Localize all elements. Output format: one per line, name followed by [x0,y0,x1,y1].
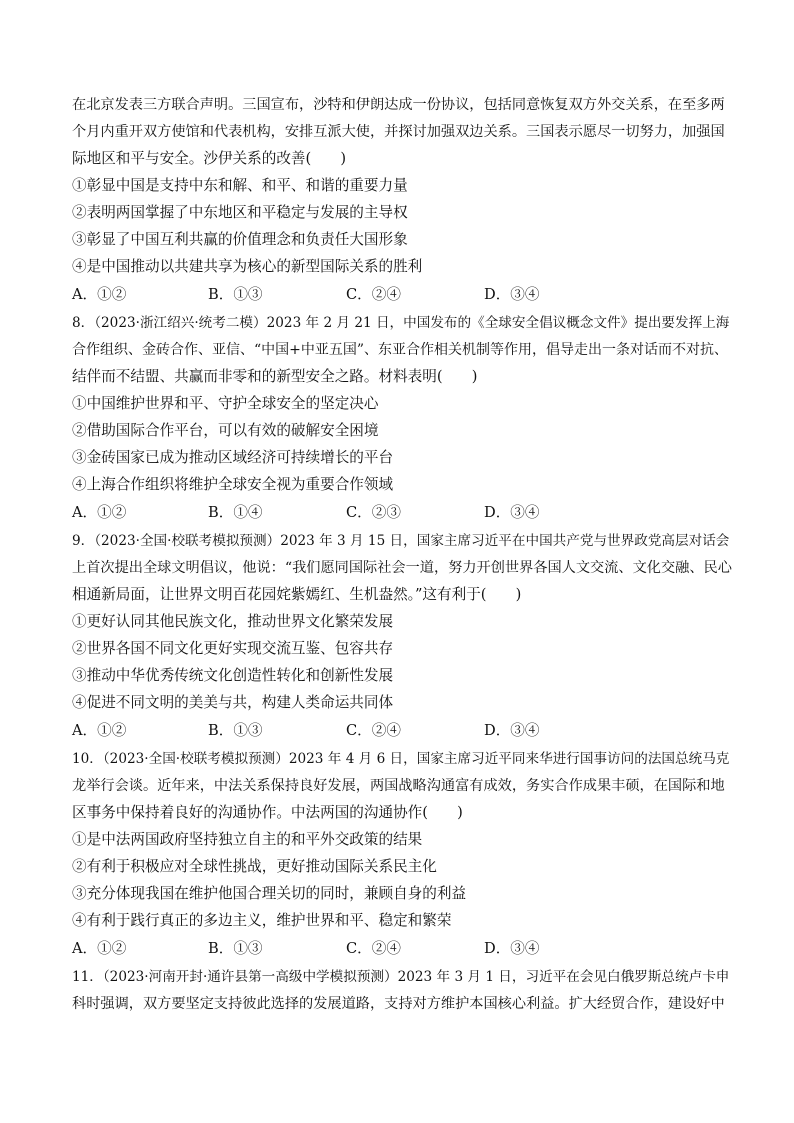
q8-option-d: D．③④ [484,504,540,521]
q10-item-4: ④有利于践行真正的多边主义，维护世界和平、稳定和繁荣 [72,912,452,929]
q9-stem-line-3: 相通新局面，让世界文明百花园姹紫嫣红、生机盎然。”这有利于( ) [72,586,522,603]
q8-item-2: ②借助国际合作平台，可以有效的破解安全困境 [72,422,379,439]
q9-item-1: ①更好认同其他民族文化，推动世界文化繁荣发展 [72,613,394,630]
q9-option-a: A．①② [72,722,127,739]
q7-stem-line-1: 在北京发表三方联合声明。三国宣布，沙特和伊朗达成一份协议，包括同意恢复双方外交关系，在至多两 [72,97,725,113]
q8-option-b: B．①④ [208,504,263,521]
q7-item-2: ②表明两国掌握了中东地区和平稳定与发展的主导权 [72,204,408,221]
q10-item-3: ③充分体现我国在维护他国合理关切的同时，兼顾自身的利益 [72,885,467,902]
q9-option-c: C．②④ [346,722,401,739]
q10-stem-line-2: 龙举行会谈。近年来，中法关系保持良好发展，两国战略沟通富有成效，务实合作成果丰硕，在国际和地 [72,778,725,794]
q8-item-1: ①中国维护世界和平、守护全球安全的坚定决心 [72,395,379,412]
q10-item-1: ①是中法两国政府坚持独立自主的和平外交政策的结果 [72,831,423,848]
q10-option-d: D．③④ [484,940,540,957]
q8-item-3: ③金砖国家已成为推动区域经济可持续增长的平台 [72,449,394,466]
q7-item-1: ①彰显中国是支持中东和解、和平、和谐的重要力量 [72,177,408,194]
q7-option-b: B．①③ [208,286,263,303]
q7-option-a: A．①② [72,286,127,303]
q7-option-c: C．②④ [346,286,401,303]
q10-item-2: ②有利于积极应对全球性挑战，更好推动国际关系民主化 [72,858,437,875]
q11-stem-line-1: 11．（2023·河南开封·通许县第一高级中学模拟预测）2023 年 3 月 1 日，习近平在会见白俄罗斯总统卢卡申 [72,969,730,985]
q9-option-b: B．①③ [208,722,263,739]
q11-stem-line-2: 科时强调，双方要坚定支持彼此选择的发展道路，支持对方维护本国核心利益。扩大经贸合作，建设好中 [72,996,725,1012]
q9-item-4: ④促进不同文明的美美与共，构建人类命运共同体 [72,694,394,711]
q9-option-d: D．③④ [484,722,540,739]
q8-stem-line-3: 结伴而不结盟、共赢而非零和的新型安全之路。材料表明( ) [72,368,478,385]
q10-option-c: C．②④ [346,940,401,957]
q10-stem-line-3: 区事务中保持着良好的沟通协作。中法两国的沟通协作( ) [72,804,463,821]
q9-stem-line-1: 9．（2023·全国·校联考模拟预测）2023 年 3 月 15 日，国家主席习近平在中国共产党与世界政党高层对话会 [72,533,730,549]
q10-option-b: B．①③ [208,940,263,957]
q8-option-a: A．①② [72,504,127,521]
q8-stem-line-2: 合作组织、金砖合作、亚信、“中国+中亚五国”、东亚合作相关机制等作用，倡导走出一条对话而不对抗、 [72,342,729,358]
q8-option-c: C．②③ [346,504,401,521]
q10-option-a: A．①② [72,940,127,957]
q7-item-4: ④是中国推动以共建共享为核心的新型国际关系的胜利 [72,258,423,275]
q10-stem-line-1: 10．（2023·全国·校联考模拟预测）2023 年 4 月 6 日，国家主席习近平同来华进行国事访问的法国总统马克 [72,751,730,767]
q9-item-3: ③推动中华优秀传统文化创造性转化和创新性发展 [72,667,394,684]
q9-stem-line-2: 上首次提出全球文明倡议，他说：“我们愿同国际社会一道，努力开创世界各国人文交流、文化交融、民心 [72,560,732,576]
q8-item-4: ④上海合作组织将维护全球安全视为重要合作领域 [72,476,394,493]
q7-stem-line-3: 际地区和平与安全。沙伊关系的改善( ) [72,150,347,167]
q7-stem-line-2: 个月内重开双方使馆和代表机构，安排互派大使，并探讨加强双边关系。三国表示愿尽一切努力，加强国 [72,124,725,140]
q7-item-3: ③彰显了中国互利共赢的价值理念和负责任大国形象 [72,231,408,248]
q7-option-d: D．③④ [484,286,540,303]
q9-item-2: ②世界各国不同文化更好实现交流互鉴、包容共存 [72,640,394,657]
q8-stem-line-1: 8．（2023·浙江绍兴·统考二模）2023 年 2 月 21 日，中国发布的《全球安全倡议概念文件》提出要发挥上海 [72,315,730,331]
